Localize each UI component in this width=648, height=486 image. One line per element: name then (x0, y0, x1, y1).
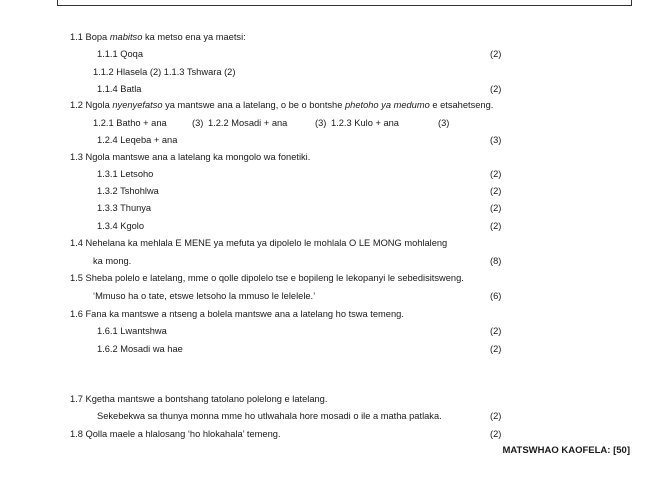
question-text: ka metso ena ya maetsi: (142, 32, 246, 42)
item-1-3-4: 1.3.4 Kgolo (97, 221, 145, 231)
mark-1-2-4: (3) (490, 135, 502, 145)
question-text: e etsahetseng. (429, 100, 494, 110)
mark-1-2-3: (3) (438, 118, 450, 128)
mark-1-2-2: (3) (315, 118, 327, 128)
mark-1-3-3: (2) (490, 203, 502, 213)
question-text: 1.1 Bopa (70, 32, 110, 42)
mark-1-3-2: (2) (490, 186, 502, 196)
mark-1-3-1: (2) (490, 169, 502, 179)
item-1-3-3: 1.3.3 Thunya (97, 203, 152, 213)
item-1-3-2: 1.3.2 Tshohlwa (97, 186, 159, 196)
source-citation-box (57, 0, 632, 6)
question-1-5: 1.5 Sheba polelo e latelang, mme o qolle dipolelo tse e bopileng le lekopanyi le sebedisitsweng. (70, 273, 464, 283)
mark-1-5: (6) (490, 291, 502, 301)
mark-1-8: (2) (490, 429, 502, 439)
quote-1-5: ‘Mmuso ha o tate, etswe letsoho la mmuso le lelelele.’ (93, 291, 316, 301)
mark-1-7: (2) (490, 411, 502, 421)
mark-1-6-1: (2) (490, 326, 502, 336)
mark-1-6-2: (2) (490, 344, 502, 354)
mark-1-1-4: (2) (490, 84, 502, 94)
mark-1-1-1: (2) (490, 49, 502, 59)
mark-1-2-1: (3) (192, 118, 204, 128)
mark-1-4: (8) (490, 256, 502, 266)
question-1-7: 1.7 Kgetha mantswe a bontshang tatolano polelong e latelang. (70, 394, 328, 404)
question-1-6: 1.6 Fana ka mantswe a ntseng a bolela mantswe ana a latelang ho tswa temeng. (70, 309, 404, 319)
question-1-3: 1.3 Ngola mantswe ana a latelang ka mongolo wa fonetiki. (70, 152, 311, 162)
question-emphasis: mabitso (109, 32, 143, 42)
item-1-2-3: 1.2.3 Kulo + ana (331, 118, 399, 128)
question-1-1 (70, 31, 246, 43)
question-text: 1.2 Ngola (70, 100, 113, 110)
item-1-6-1: 1.6.1 Lwantshwa (97, 326, 167, 336)
item-1-2-2: 1.2.2 Mosadi + ana (208, 118, 288, 128)
item-1-2-1: 1.2.1 Batho + ana (93, 118, 167, 128)
question-emphasis: phetoho ya medumo (344, 100, 430, 110)
question-1-4: 1.4 Nehelana ka mehlala E MENE ya mefuta ya dipolelo le mohlala O LE MONG mohlaleng (70, 238, 448, 248)
item-1-3-1: 1.3.1 Letsoho (97, 169, 154, 179)
item-1-1-4: 1.1.4 Batla (97, 84, 142, 94)
question-1-4-cont: ka mong. (93, 256, 132, 266)
item-1-1-1: 1.1.1 Qoqa (97, 49, 144, 59)
question-emphasis: nyenyefatso (112, 100, 163, 110)
item-1-2-4: 1.2.4 Leqeba + ana (97, 135, 178, 145)
item-1-6-2: 1.6.2 Mosadi wa hae (97, 344, 183, 354)
question-1-2 (70, 99, 493, 111)
question-text: ya mantswe ana a latelang, o be o bontshe (162, 100, 345, 110)
total-marks: MATSWHAO KAOFELA: [50] (502, 445, 630, 456)
item-1-1-2-3: 1.1.2 Hlasela (2) 1.1.3 Tshwara (2) (93, 67, 236, 77)
sentence-1-7: Sekebekwa sa thunya monna mme ho utlwahala hore mosadi o ile a matha patlaka. (97, 411, 442, 421)
mark-1-3-4: (2) (490, 221, 502, 231)
question-1-8: 1.8 Qolla maele a hlalosang ‘ho hlokahala’ temeng. (70, 429, 281, 439)
